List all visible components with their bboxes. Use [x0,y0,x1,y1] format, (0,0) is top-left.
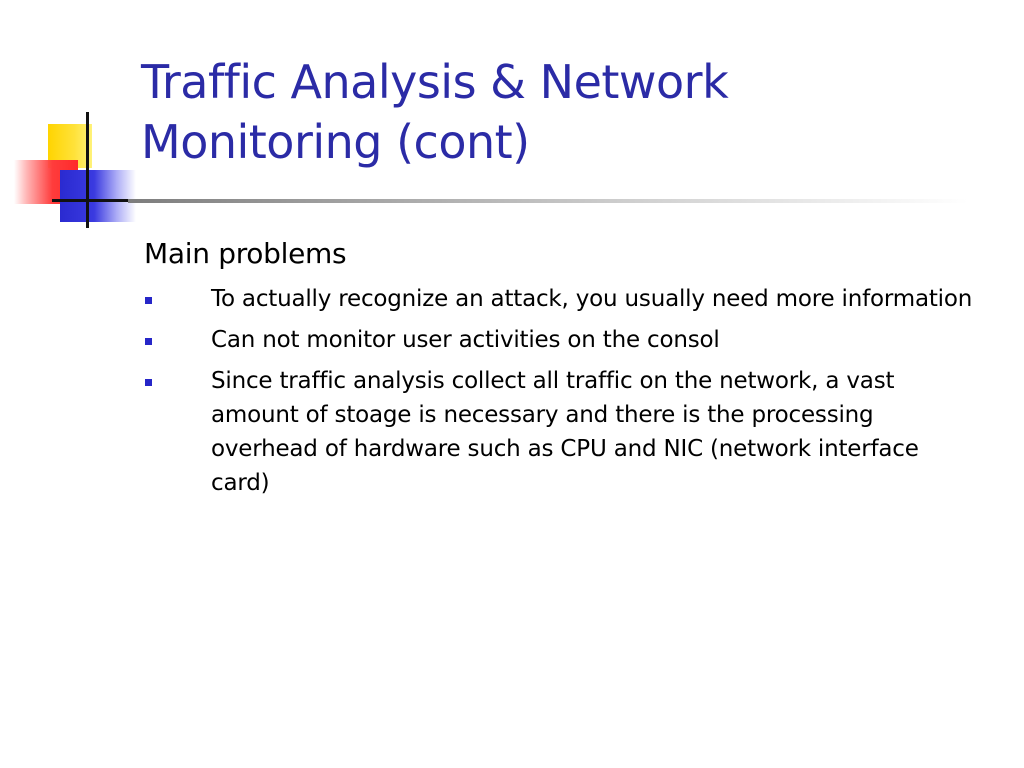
title-line-2: Monitoring (cont) [141,115,530,169]
bullet-item [144,282,984,316]
vertical-line-decoration [86,112,89,228]
bullet-list [144,282,984,500]
square-bullet-icon [145,338,152,345]
bullet-item [144,323,984,357]
horizontal-line-decoration [52,199,128,202]
section-heading: Main problems [144,237,347,270]
corner-decoration [0,0,160,240]
square-bullet-icon [145,379,152,386]
bullet-text: To actually recognize an attack, you usually need more information [211,286,973,312]
bullet-text: Can not monitor user activities on the consol [211,327,720,353]
title-underline-rule [128,199,968,203]
bullet-text: Since traffic analysis collect all traffic on the network, a vast amount of stoage is necessary and there is the processing overhead of hardware such as CPU and NIC (network interface card) [211,368,919,496]
slide-title [141,52,961,172]
bullet-item [144,364,984,500]
slide-body [144,236,984,507]
square-bullet-icon [145,297,152,304]
blue-square-decoration [60,170,136,222]
title-line-1: Traffic Analysis & Network [141,55,729,109]
